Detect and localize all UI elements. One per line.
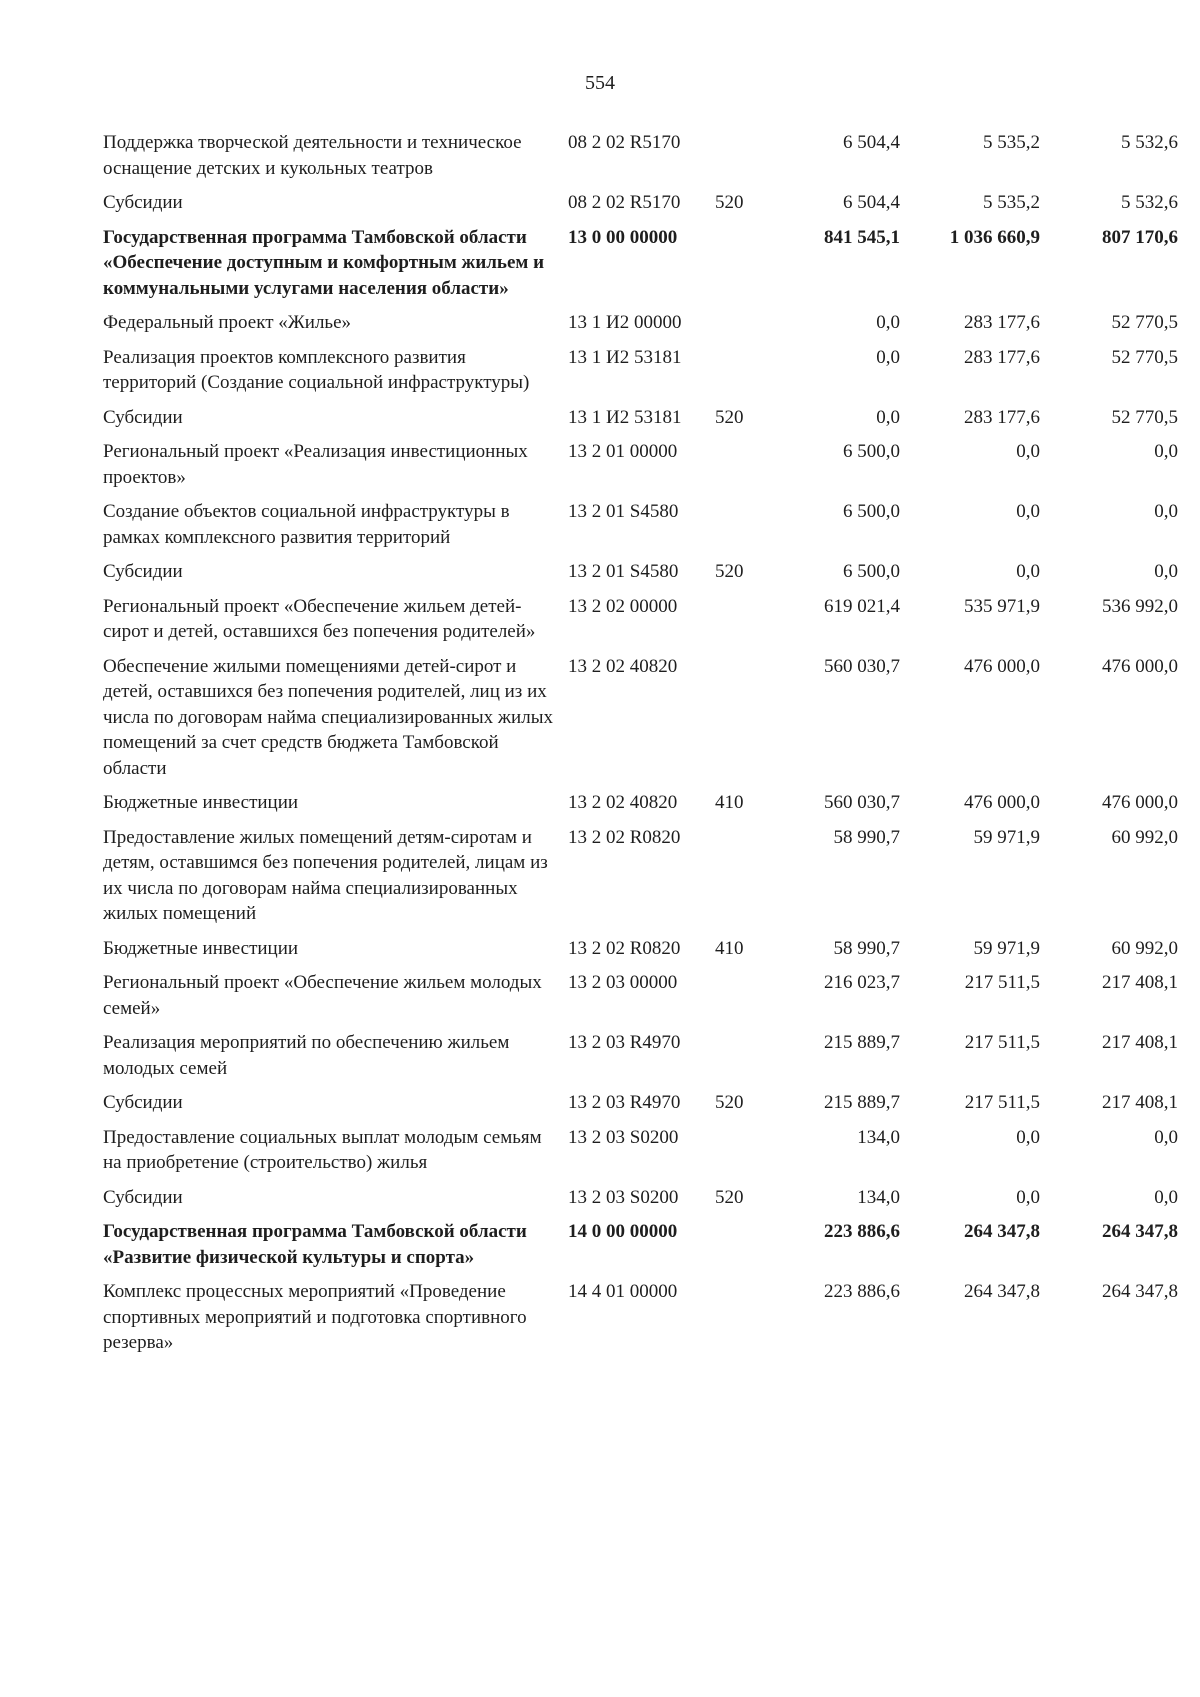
row-name: Государственная программа Тамбовской области «Развитие физической культуры и спорта» <box>103 1221 527 1268</box>
table-row <box>103 1219 1178 1270</box>
target-article-code: 08 2 02 R5170 <box>568 132 681 153</box>
target-article-code: 13 2 02 R0820 <box>568 937 681 959</box>
amount-year-1: 58 990,7 <box>833 826 900 848</box>
amount-year-3: 476 000,0 <box>1102 655 1178 677</box>
amount-year-2: 5 535,2 <box>983 192 1040 213</box>
table-row <box>103 439 1178 490</box>
expense-type-code <box>715 1030 787 1081</box>
amount-year-2: 283 177,6 <box>964 406 1040 428</box>
table-row <box>103 559 1178 585</box>
expense-type-code: 410 <box>715 792 744 813</box>
target-article-code: 13 2 03 S0200 <box>568 1186 679 1208</box>
row-name: Региональный проект «Обеспечение жильем молодых семей» <box>103 972 542 1019</box>
row-name: Федеральный проект «Жилье» <box>103 312 352 333</box>
amount-year-2: 0,0 <box>1016 1186 1040 1208</box>
target-article-code: 13 0 00 00000 <box>568 226 678 248</box>
expense-type-code: 520 <box>715 1092 744 1113</box>
amount-year-3: 0,0 <box>1154 441 1178 462</box>
table-row <box>103 790 1178 816</box>
amount-year-2: 217 511,5 <box>964 1092 1040 1113</box>
table-row <box>103 970 1178 1021</box>
amount-year-2: 264 347,8 <box>964 1221 1040 1242</box>
amount-year-3: 0,0 <box>1154 561 1178 582</box>
table-row <box>103 225 1178 302</box>
amount-year-3: 536 992,0 <box>1102 595 1178 617</box>
expense-type-code <box>715 654 787 782</box>
amount-year-1: 134,0 <box>857 1126 900 1148</box>
amount-year-1: 134,0 <box>857 1186 900 1208</box>
amount-year-3: 0,0 <box>1154 501 1178 522</box>
table-row <box>103 345 1178 396</box>
amount-year-2: 0,0 <box>1016 501 1040 522</box>
table-row <box>103 190 1178 216</box>
amount-year-2: 5 535,2 <box>983 132 1040 153</box>
amount-year-3: 60 992,0 <box>1111 937 1178 959</box>
target-article-code: 13 2 03 R4970 <box>568 1092 681 1113</box>
amount-year-2: 476 000,0 <box>964 792 1040 813</box>
row-name: Обеспечение жилыми помещениями детей-сирот и детей, оставшихся без попечения родителей, лиц из их числа по договорам найма специализированных жилых помещений за счет средств бюджета Тамбовской области <box>103 655 553 779</box>
expense-type-code: 520 <box>715 406 744 428</box>
table-row <box>103 405 1178 431</box>
table-row <box>103 1030 1178 1081</box>
row-name: Субсидии <box>103 561 183 582</box>
row-name: Поддержка творческой деятельности и техническое оснащение детских и кукольных театров <box>103 132 522 179</box>
amount-year-1: 0,0 <box>876 346 900 368</box>
amount-year-2: 0,0 <box>1016 441 1040 462</box>
row-name: Реализация проектов комплексного развития территорий (Создание социальной инфраструктуры) <box>103 346 530 393</box>
target-article-code: 13 2 02 40820 <box>568 792 678 813</box>
amount-year-3: 5 532,6 <box>1121 132 1178 153</box>
amount-year-3: 0,0 <box>1154 1186 1178 1208</box>
amount-year-3: 217 408,1 <box>1102 1092 1178 1113</box>
row-name: Субсидии <box>103 192 183 213</box>
row-name: Субсидии <box>103 1092 183 1113</box>
amount-year-3: 52 770,5 <box>1111 406 1178 428</box>
expense-type-code: 410 <box>715 937 744 959</box>
amount-year-2: 1 036 660,9 <box>949 226 1040 248</box>
expense-type-code <box>715 310 787 336</box>
amount-year-2: 264 347,8 <box>964 1281 1040 1302</box>
expense-type-code: 520 <box>715 1186 744 1208</box>
amount-year-1: 6 504,4 <box>843 132 900 153</box>
target-article-code: 13 1 И2 00000 <box>568 312 682 333</box>
target-article-code: 14 4 01 00000 <box>568 1281 678 1302</box>
table-row <box>103 130 1178 181</box>
table-row <box>103 825 1178 927</box>
row-name: Реализация мероприятий по обеспечению жильем молодых семей <box>103 1032 510 1079</box>
row-name: Создание объектов социальной инфраструктуры в рамках комплексного развития территорий <box>103 501 510 548</box>
row-name: Комплекс процессных мероприятий «Проведение спортивных мероприятий и подготовка спортивного резерва» <box>103 1281 527 1353</box>
amount-year-3: 217 408,1 <box>1102 1032 1178 1053</box>
amount-year-2: 0,0 <box>1016 1126 1040 1148</box>
target-article-code: 13 2 01 S4580 <box>568 561 679 582</box>
table-row <box>103 936 1178 962</box>
amount-year-1: 216 023,7 <box>824 972 900 993</box>
row-name: Региональный проект «Обеспечение жильем детей-сирот и детей, оставшихся без попечения родителей» <box>103 595 536 642</box>
target-article-code: 13 2 03 R4970 <box>568 1032 681 1053</box>
table-row <box>103 1185 1178 1211</box>
expense-type-code <box>715 970 787 1021</box>
amount-year-1: 58 990,7 <box>833 937 900 959</box>
expense-type-code <box>715 1279 787 1356</box>
expense-type-code <box>715 130 787 181</box>
target-article-code: 13 2 01 S4580 <box>568 501 679 522</box>
amount-year-1: 619 021,4 <box>824 595 900 617</box>
amount-year-2: 59 971,9 <box>973 826 1040 848</box>
amount-year-3: 264 347,8 <box>1102 1221 1178 1242</box>
table-row <box>103 1279 1178 1356</box>
table-row <box>103 310 1178 336</box>
target-article-code: 13 2 01 00000 <box>568 441 678 462</box>
target-article-code: 13 1 И2 53181 <box>568 346 682 368</box>
table-row <box>103 594 1178 645</box>
row-name: Предоставление социальных выплат молодым семьям на приобретение (строительство) жилья <box>103 1126 542 1173</box>
table-row <box>103 654 1178 782</box>
row-name: Субсидии <box>103 406 183 428</box>
row-name: Бюджетные инвестиции <box>103 792 299 813</box>
table-row <box>103 1090 1178 1116</box>
amount-year-3: 52 770,5 <box>1111 346 1178 368</box>
amount-year-3: 476 000,0 <box>1102 792 1178 813</box>
budget-table <box>103 130 1178 1365</box>
page-number: 554 <box>585 72 615 94</box>
amount-year-1: 215 889,7 <box>824 1092 900 1113</box>
target-article-code: 13 1 И2 53181 <box>568 406 682 428</box>
amount-year-3: 5 532,6 <box>1121 192 1178 213</box>
amount-year-1: 560 030,7 <box>824 792 900 813</box>
expense-type-code <box>715 1125 787 1176</box>
amount-year-2: 0,0 <box>1016 561 1040 582</box>
target-article-code: 13 2 02 00000 <box>568 595 678 617</box>
expense-type-code: 520 <box>715 192 744 213</box>
row-name: Бюджетные инвестиции <box>103 937 299 959</box>
expense-type-code: 520 <box>715 561 744 582</box>
amount-year-1: 6 500,0 <box>843 561 900 582</box>
amount-year-3: 0,0 <box>1154 1126 1178 1148</box>
expense-type-code <box>715 1219 787 1270</box>
target-article-code: 13 2 02 R0820 <box>568 826 681 848</box>
amount-year-2: 283 177,6 <box>964 312 1040 333</box>
amount-year-1: 841 545,1 <box>824 226 900 248</box>
row-name: Предоставление жилых помещений детям-сиротам и детям, оставшимся без попечения родителей, лицам из их числа по договорам найма специализированных жилых помещений <box>103 826 548 924</box>
row-name: Государственная программа Тамбовской области «Обеспечение доступным и комфортным жильем и коммунальными услугами населения области» <box>103 226 545 299</box>
amount-year-1: 223 886,6 <box>824 1281 900 1302</box>
amount-year-3: 60 992,0 <box>1111 826 1178 848</box>
amount-year-2: 217 511,5 <box>964 1032 1040 1053</box>
expense-type-code <box>715 825 787 927</box>
amount-year-1: 6 500,0 <box>843 441 900 462</box>
amount-year-1: 6 500,0 <box>843 501 900 522</box>
row-name: Субсидии <box>103 1186 183 1208</box>
expense-type-code <box>715 225 787 302</box>
amount-year-2: 535 971,9 <box>964 595 1040 617</box>
expense-type-code <box>715 345 787 396</box>
table-row <box>103 1125 1178 1176</box>
row-name: Региональный проект «Реализация инвестиционных проектов» <box>103 441 528 488</box>
table-row <box>103 499 1178 550</box>
amount-year-1: 0,0 <box>876 406 900 428</box>
amount-year-2: 217 511,5 <box>964 972 1040 993</box>
amount-year-2: 476 000,0 <box>964 655 1040 677</box>
target-article-code: 14 0 00 00000 <box>568 1221 678 1242</box>
amount-year-1: 6 504,4 <box>843 192 900 213</box>
target-article-code: 13 2 02 40820 <box>568 655 678 677</box>
amount-year-3: 264 347,8 <box>1102 1281 1178 1302</box>
amount-year-2: 283 177,6 <box>964 346 1040 368</box>
target-article-code: 13 2 03 S0200 <box>568 1126 679 1148</box>
amount-year-1: 0,0 <box>876 312 900 333</box>
expense-type-code <box>715 594 787 645</box>
expense-type-code <box>715 439 787 490</box>
target-article-code: 08 2 02 R5170 <box>568 192 681 213</box>
expense-type-code <box>715 499 787 550</box>
amount-year-1: 215 889,7 <box>824 1032 900 1053</box>
amount-year-3: 52 770,5 <box>1111 312 1178 333</box>
amount-year-1: 223 886,6 <box>824 1221 900 1242</box>
amount-year-3: 217 408,1 <box>1102 972 1178 993</box>
target-article-code: 13 2 03 00000 <box>568 972 678 993</box>
amount-year-1: 560 030,7 <box>824 655 900 677</box>
amount-year-3: 807 170,6 <box>1102 226 1178 248</box>
amount-year-2: 59 971,9 <box>973 937 1040 959</box>
